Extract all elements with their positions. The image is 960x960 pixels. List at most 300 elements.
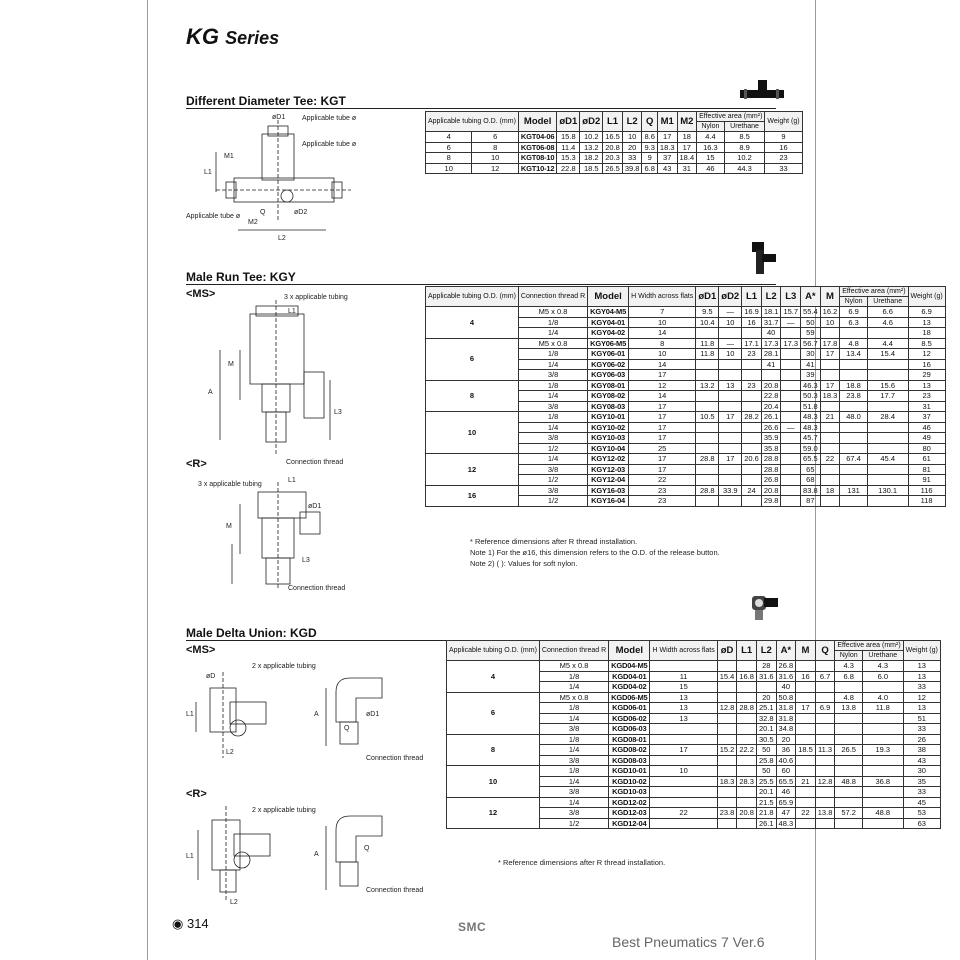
table-cell: 48.3 [801,422,821,433]
table-cell: M5 x 0.8 [539,661,608,672]
table-cell: M5 x 0.8 [518,307,587,318]
table-cell: 26.6 [761,422,781,433]
kgy-r-label-thread: Connection thread [288,585,346,592]
table-cell: 17 [719,412,742,423]
table-cell [820,359,840,370]
table-cell [781,464,801,475]
kgt-label-tube3: Applicable tube ø [186,213,241,220]
table-cell: 3/8 [518,370,587,381]
table-cell: 18.1 [761,307,781,318]
table-cell: 16 [908,359,945,370]
page-marker-icon: ◉ [172,916,184,931]
table-cell [756,682,776,693]
table-cell: 59.0 [801,443,821,454]
table-cell [696,370,719,381]
table-cell [781,328,801,339]
table-cell [840,464,868,475]
table-cell [742,433,762,444]
table-cell [840,328,868,339]
table-cell: 33 [903,682,940,693]
table-cell: 4.8 [840,338,868,349]
table-cell: 50 [756,745,776,756]
table-cell [719,433,742,444]
table-cell: 13 [903,661,940,672]
table-cell [781,443,801,454]
model-cell: KGY10-02 [588,422,629,433]
table-cell [835,734,863,745]
table-cell: 26.8 [776,661,796,672]
model-cell: KGY04-M5 [588,307,629,318]
kgd-note-1: * Reference dimensions after R thread installation. [498,858,666,867]
kgy-sub-ms: <MS> [186,288,216,300]
table-cell: 47 [776,808,796,819]
table-cell: 28 [756,661,776,672]
table-cell: 43 [903,755,940,766]
table-cell: 13 [908,317,945,328]
tube-od-cell: 4 [447,661,540,693]
table-cell [835,787,863,798]
table-row [447,661,941,672]
table-cell: 13.8 [815,808,835,819]
table-cell [696,496,719,507]
table-cell: 23 [908,391,945,402]
table-cell: 28.8 [737,703,757,714]
table-cell [840,475,868,486]
table-cell [867,496,908,507]
kgy-r-label-l1: L1 [288,477,296,484]
tube-od-cell: 6 [447,692,540,734]
kgd-r-drawing [186,800,424,910]
table-cell: 17 [629,464,696,475]
table-cell [867,359,908,370]
table-cell [815,787,835,798]
table-cell [737,661,757,672]
table-cell [742,370,762,381]
table-cell: 45.4 [867,454,908,465]
table-cell: 11.8 [696,349,719,360]
table-cell [815,797,835,808]
table-cell: 37 [908,412,945,423]
table-cell: 34.8 [776,724,796,735]
table-cell [742,496,762,507]
table-cell: 17.3 [781,338,801,349]
table-cell: 116 [908,485,945,496]
table-cell: 3/8 [539,755,608,766]
table-cell: 17 [820,349,840,360]
table-cell [867,433,908,444]
kgt-label-tube1: Applicable tube ø [302,115,357,122]
table-cell: 3/8 [539,787,608,798]
table-cell: — [719,338,742,349]
table-cell: 22 [629,475,696,486]
table-cell [820,464,840,475]
table-cell [719,464,742,475]
kgd-r-label-l1: L1 [186,853,194,860]
table-cell: 81 [908,464,945,475]
kgt-spec-table: Applicable tubing O.D. (mm) Model øD1 øD2 L1 L2 Q M1 M2 Effective area (mm²) Weight (g) Nylon Urethane 4 6 KGT04-06 15.8 10.2 16.5 10 8.6 17 18 4.4 8.5 9 6 8 KGT06-08 11.4 13.2 20.8 20 9.3 18.3 17 16.3 8.9 16 8 10 KGT08-10 15.3 18.2 20.3 33 9 37 18.4 15 10.2 23 10 12 KGT10-12 22.8 18.5 26.5 39.8 6.8 43 31 46 44.3 33 [425,111,803,174]
table-cell: 22.8 [761,391,781,402]
table-cell: 20.1 [756,724,776,735]
table-cell: 16 [796,671,816,682]
kgy-sub-r: <R> [186,458,207,470]
table-cell: 46 [908,422,945,433]
table-cell: 83.8 [801,485,821,496]
kgd-title: Male Delta Union: KGD [186,626,317,640]
kgt-label-l1: L1 [204,169,212,176]
model-cell: KGY04-02 [588,328,629,339]
table-cell: 4.8 [835,692,863,703]
table-cell: 19.3 [862,745,903,756]
kgy-note-1: * Reference dimensions after R thread installation. [470,537,638,546]
table-cell: 6.0 [862,671,903,682]
table-cell: 10 [719,349,742,360]
table-cell [862,724,903,735]
kgd-ms-label-a: A [314,711,319,718]
table-cell: 26 [903,734,940,745]
table-cell [650,797,717,808]
kgd-r-label-tube: 2 x applicable tubing [252,807,316,814]
kgt-label-l2: L2 [278,235,286,242]
model-cell: KGY06-01 [588,349,629,360]
table-cell [717,682,737,693]
table-cell: — [719,307,742,318]
model-cell: KGY12-02 [588,454,629,465]
table-cell: 25.5 [756,776,776,787]
model-cell: KGY08-01 [588,380,629,391]
table-cell [835,724,863,735]
table-cell [796,766,816,777]
table-cell: 11.3 [815,745,835,756]
table-row [426,338,946,349]
table-cell: 29.8 [761,496,781,507]
table-cell: — [781,422,801,433]
table-cell: 32.8 [756,713,776,724]
kgd-ms-drawing [186,658,424,778]
table-cell [867,475,908,486]
model-cell: KGD04-M5 [609,661,650,672]
table-cell: 65 [801,464,821,475]
page-title: KG Series [186,24,280,49]
table-cell: 6.6 [867,307,908,318]
page-number: ◉ 314 [172,916,209,931]
kgd-sub-r: <R> [186,788,207,800]
model-cell: KGD06-M5 [609,692,650,703]
kgy-note-3: Note 2) ( ): Values for soft nylon. [470,559,578,568]
table-cell: 55.4 [801,307,821,318]
table-cell [796,724,816,735]
table-cell: 1/4 [539,682,608,693]
kgd-r-label-l2: L2 [230,899,238,906]
table-row [426,412,946,423]
table-cell: 6.9 [840,307,868,318]
table-cell: 18.3 [820,391,840,402]
table-cell: 31.7 [761,317,781,328]
table-cell: 38 [903,745,940,756]
table-cell: 1/8 [539,766,608,777]
table-cell [840,443,868,454]
model-cell: KGD12-03 [609,808,650,819]
table-cell [737,692,757,703]
kgt-label-d2: øD2 [294,209,308,216]
table-cell [796,818,816,829]
table-cell: 31.8 [776,703,796,714]
table-cell [696,359,719,370]
model-cell: KGY12-04 [588,475,629,486]
table-cell: 4.0 [862,692,903,703]
kgd-ms-label-tube: 2 x applicable tubing [252,663,316,670]
kgd-sub-ms: <MS> [186,644,216,656]
kgt-label-tube2: Applicable tube ø [302,141,357,148]
table-cell [717,734,737,745]
table-cell [719,328,742,339]
table-cell [796,797,816,808]
table-cell [717,787,737,798]
table-cell: 17 [629,412,696,423]
table-row [447,734,941,745]
table-cell [737,713,757,724]
table-cell: 10 [629,349,696,360]
kgy-note-2: Note 1) For the ø16, this dimension refers to the O.D. of the release button. [470,548,720,557]
table-cell: 28.8 [696,485,719,496]
table-cell [781,433,801,444]
table-cell [737,682,757,693]
table-cell [867,370,908,381]
table-cell: 1/4 [539,776,608,787]
table-cell: 25 [629,443,696,454]
table-cell: 25.8 [756,755,776,766]
table-cell: 1/8 [539,703,608,714]
model-cell: KGD10-01 [609,766,650,777]
kgd-product-photo [746,592,780,627]
table-cell: 6.3 [840,317,868,328]
model-cell: KGY12-03 [588,464,629,475]
table-cell [719,496,742,507]
kgy-ms-label-tube: 3 x applicable tubing [284,294,348,301]
table-cell: 1/4 [518,328,587,339]
table-cell: 67.4 [840,454,868,465]
table-cell: 9.5 [696,307,719,318]
table-cell: 1/2 [518,475,587,486]
table-cell: 22 [820,454,840,465]
table-cell [717,755,737,766]
table-cell: 22 [796,808,816,819]
table-cell [815,766,835,777]
table-cell: 4.3 [862,661,903,672]
table-cell [761,370,781,381]
table-cell: 16 [742,317,762,328]
model-cell: KGD06-03 [609,724,650,735]
table-cell: 28.8 [761,464,781,475]
table-cell: 14 [629,391,696,402]
table-cell [650,818,717,829]
table-cell: 49 [908,433,945,444]
table-row [426,485,946,496]
table-cell: 33 [903,787,940,798]
table-cell [650,734,717,745]
table-cell [815,682,835,693]
kgd-ms-label-l1: L1 [186,711,194,718]
table-cell: 40 [776,682,796,693]
table-cell: 40 [761,328,781,339]
table-cell [862,755,903,766]
kgd-spec-table: Applicable tubing O.D. (mm) Connection thread R Model H Width across flats øD L1 L2 A* M Q Effective area (mm²) Weight (g) Nylon Urethane 4 M5 x 0.8 KGD04-M5 28 26.8 4.3 4.3 13 1/8 KGD04-01 11 15.4 16.8 31.6 31.6 16 6.7 6.8 6.0 13 1/4 KGD04-02 15 40 33 6 M5 x 0.8 KGD06-M5 13 20 50.8 4.8 4.0 12 1/8 KGD06-01 13 12.8 28.8 25.1 31.8 17 6.9 13.8 11.8 13 1/4 KGD06-02 13 32.8 31.8 51 3/8 KGD06-03 20.1 34.8 33 8 1/8 KGD08-01 30.5 20 26 1/4 KGD08-02 17 15.2 22.2 50 36 18.5 11.3 26.5 19.3 38 3/8 KGD08-03 25.8 40.6 43 10 1/8 KGD10-01 10 50 60 30 1/4 KGD10-02 18.3 28.3 25.5 65.5 21 12.8 48.8 36.8 35 3/8 KGD10-03 20.1 46 33 12 1/4 KGD12-02 21.5 65.9 45 3/8 KGD12-03 22 23.8 20.8 21.8 47 22 13.8 57.2 48.8 53 1/2 KGD12-04 26.1 48.3 63 [446,640,941,829]
table-cell [820,401,840,412]
table-cell [742,328,762,339]
table-cell: 12.8 [717,703,737,714]
table-cell: 13 [903,671,940,682]
table-cell: 10 [629,317,696,328]
table-cell [717,692,737,703]
smc-logo: SMC [458,920,487,934]
table-cell [742,359,762,370]
kgt-drawing [186,112,366,244]
table-cell: 3/8 [518,464,587,475]
table-cell: 14 [629,359,696,370]
table-row: 10 12 KGT10-12 22.8 18.5 26.5 39.8 6.8 43 31 46 44.3 33 [426,163,803,174]
table-cell: 8 [629,338,696,349]
tube-od-cell: 6 [426,338,519,380]
table-cell: 45.7 [801,433,821,444]
table-cell: 3/8 [518,433,587,444]
model-cell: KGY06-02 [588,359,629,370]
table-row: 6 8 KGT06-08 11.4 13.2 20.8 20 9.3 18.3 17 16.3 8.9 16 [426,142,803,153]
model-cell: KGD12-04 [609,818,650,829]
model-cell: KGD04-02 [609,682,650,693]
table-cell [781,380,801,391]
table-cell: 50 [756,766,776,777]
table-cell: 21 [820,412,840,423]
table-cell: 33 [903,724,940,735]
table-cell [696,475,719,486]
kgy-rule [186,284,776,285]
model-cell: KGY06-03 [588,370,629,381]
table-cell: 20.8 [737,808,757,819]
table-cell [820,422,840,433]
table-cell [840,496,868,507]
table-cell [835,797,863,808]
kgy-spec-table: Applicable tubing O.D. (mm) Connection thread R Model H Width across flats øD1 øD2 L1 L2 L3 A* M Effective area (mm²) Weight (g) Nylon Urethane 4 M5 x 0.8 KGY04-M5 7 9.5 — 16.9 18.1 15.7 55.4 16.2 6.9 6.6 6.9 1/8 KGY04-01 10 10.4 10 16 31.7 — 50 10 6.3 4.6 13 1/4 KGY04-02 14 40 59 18 6 M5 x 0.8 KGY06-M5 8 11.8 — 17.1 17.3 17.3 56.7 17.8 4.8 4.4 8.5 1/8 KGY06-01 10 11.8 10 23 28.1 30 17 13.4 15.4 12 1/4 KGY06-02 14 41 41 16 3/8 KGY06-03 17 39 29 8 1/8 KGY08-01 12 13.2 13 23 20.8 46.3 17 18.8 15.6 13 1/4 KGY08-02 14 22.8 50.3 18.3 23.8 17.7 23 3/8 KGY08-03 17 20.4 51.8 31 10 1/8 KGY10-01 17 10.5 17 28.2 26.1 48.3 21 48.0 28.4 37 1/4 KGY10-02 17 26.6 — 48.3 46 3/8 KGY10-03 17 35.9 45.7 49 1/2 KGY10-04 25 35.8 59.0 80 12 1/4 KGY12-02 17 28.8 17 20.6 28.8 65.5 22 67.4 45.4 61 3/8 KGY12-03 17 28.8 65 81 1/2 KGY12-04 22 26.8 68 91 16 3/8 KGY16-03 23 28.8 33.9 24 20.8 83.8 18 131 130.1 116 1/2 KGY16-04 23 29.8 87 118 [425,286,946,507]
table-cell [796,692,816,703]
table-cell: 1/8 [518,349,587,360]
table-cell: 35.8 [761,443,781,454]
table-cell [815,661,835,672]
table-cell: 26.1 [761,412,781,423]
table-cell [862,734,903,745]
table-cell: 17.7 [867,391,908,402]
model-cell: KGD08-02 [609,745,650,756]
table-cell: 18.8 [840,380,868,391]
table-cell [717,724,737,735]
table-cell: 24 [742,485,762,496]
kgt-product-photo [738,80,786,111]
tube-od-cell: 10 [426,412,519,454]
table-cell: 15.4 [717,671,737,682]
table-row [447,692,941,703]
table-cell [840,401,868,412]
table-cell: 10 [650,766,717,777]
table-cell: 48.3 [801,412,821,423]
kgt-label-q: Q [260,209,266,216]
kgd-ms-label-q: Q [344,725,350,732]
kgy-product-photo [748,240,778,281]
tube-od-cell: 16 [426,485,519,506]
kgd-ms-label-thread: Connection thread [366,755,424,762]
table-cell [696,443,719,454]
table-cell [719,401,742,412]
model-cell: KGD04-01 [609,671,650,682]
table-cell [815,692,835,703]
kgy-ms-label-l1: L1 [288,308,296,315]
kgd-ms-label-d: øD [206,673,216,680]
table-cell [835,682,863,693]
tube-od-cell: 12 [426,454,519,486]
table-cell [781,391,801,402]
model-cell: KGY04-01 [588,317,629,328]
table-cell [796,755,816,766]
model-cell: KGY10-01 [588,412,629,423]
table-cell [717,818,737,829]
table-cell: 6.7 [815,671,835,682]
table-cell: 16.2 [820,307,840,318]
kgy-ms-label-m: M [228,361,234,368]
table-cell: 22 [650,808,717,819]
tube-od-cell: 10 [447,766,540,798]
table-cell [820,433,840,444]
table-cell: 35 [903,776,940,787]
table-cell [650,661,717,672]
table-cell: 91 [908,475,945,486]
table-cell [650,724,717,735]
model-cell: KGD06-02 [609,713,650,724]
table-cell: 41 [801,359,821,370]
table-cell: 18 [908,328,945,339]
table-cell [719,443,742,454]
table-cell: 59 [801,328,821,339]
table-cell: 31.6 [776,671,796,682]
table-cell [862,766,903,777]
table-cell: 26.5 [835,745,863,756]
table-cell: 13 [903,703,940,714]
table-cell: 131 [840,485,868,496]
kgt-rule [186,108,776,109]
table-cell: 29 [908,370,945,381]
table-cell [781,475,801,486]
table-cell: 31.6 [756,671,776,682]
table-cell: 60 [776,766,796,777]
table-cell [815,713,835,724]
table-cell: 26.8 [761,475,781,486]
table-cell [737,766,757,777]
table-cell: 1/8 [518,412,587,423]
table-cell [815,724,835,735]
table-cell [737,755,757,766]
kgy-title: Male Run Tee: KGY [186,270,296,284]
table-cell: 18 [820,485,840,496]
table-cell: 80 [908,443,945,454]
table-cell: 22.2 [737,745,757,756]
table-cell [737,734,757,745]
tube-od-cell: 12 [447,797,540,829]
model-cell: KGY08-03 [588,401,629,412]
table-cell [719,422,742,433]
table-cell: 1/4 [539,745,608,756]
table-cell [742,401,762,412]
table-cell: 11.8 [696,338,719,349]
table-cell [742,422,762,433]
table-cell [820,475,840,486]
model-cell: KGD12-02 [609,797,650,808]
table-cell [835,755,863,766]
